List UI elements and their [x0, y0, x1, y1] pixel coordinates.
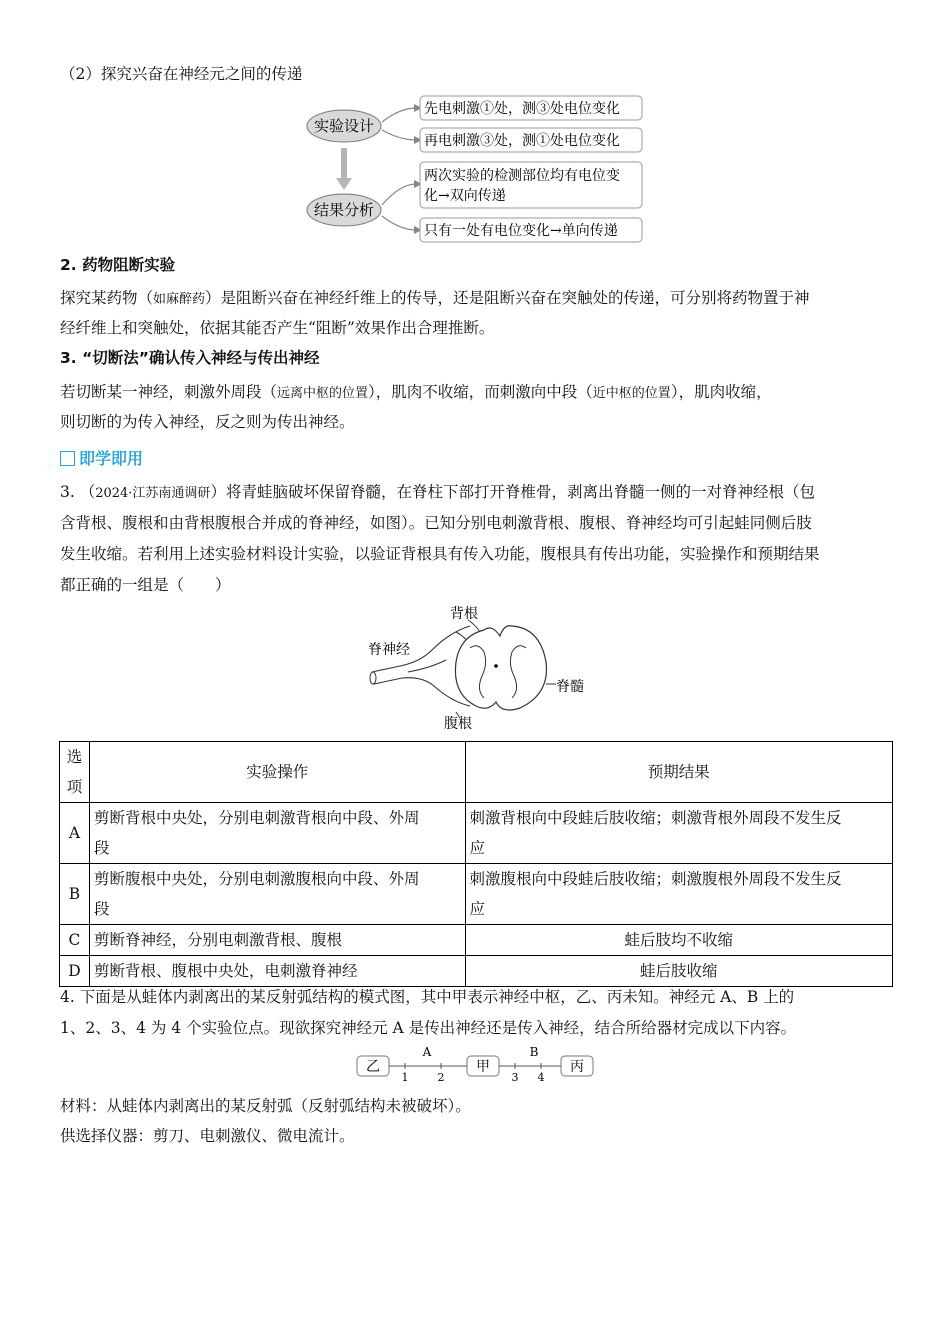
header-operation: 实验操作	[89, 742, 465, 803]
option-d[interactable]: D	[60, 956, 90, 987]
q4-instruments: 供选择仪器：剪刀、电刺激仪、微电流计。	[60, 1127, 355, 1145]
p2-title: 2. 药物阻断实验	[60, 256, 176, 274]
box-4-text: 只有一处有电位变化→单向传递	[424, 223, 618, 239]
row-a-result: 刺激背根向中段蛙后肢收缩；刺激背根外周段不发生反 应	[465, 803, 892, 864]
q4-line-1: 4. 下面是从蛙体内剥离出的某反射弧结构的模式图，其中甲表示神经中枢，乙、丙未知。神经元 A、B 上的	[60, 988, 795, 1006]
checkbox-icon	[60, 451, 75, 466]
row-c-result: 蛙后肢均不收缩	[465, 925, 892, 956]
label-dorsal-root: 背根	[450, 606, 478, 622]
p3-title: 3. “切断法”确认传入神经与传出神经	[60, 349, 320, 367]
label-ventral-root: 腹根	[444, 716, 472, 732]
q3-line-2: 含背根、腹根和由背根腹根合并成的脊神经，如图）。已知分别电刺激背根、腹根、脊神经均可引起蛙同侧后肢	[60, 514, 812, 532]
option-b[interactable]: B	[60, 864, 90, 925]
analysis-label: 结果分析	[313, 201, 375, 219]
label-a: A	[422, 1045, 432, 1059]
label-bing: 丙	[570, 1059, 584, 1075]
p2-line-2: 经纤维上和突触处，依据其能否产生“阻断”效果作出合理推断。	[60, 319, 495, 337]
option-c[interactable]: C	[60, 925, 90, 956]
design-label: 实验设计	[313, 117, 375, 135]
label-spinal-cord: 脊髓	[556, 679, 584, 695]
table-row	[60, 864, 893, 925]
q3-line-3: 发生收缩。若利用上述实验材料设计实验，以验证背根具有传入功能，腹根具有传出功能，实验操作和预期结果	[60, 545, 820, 563]
experiment-design-diagram	[300, 92, 650, 244]
box-2-text: 再电刺激③处，测①处电位变化	[424, 133, 620, 149]
header-option: 选 项	[60, 742, 90, 803]
box-3-text-1: 两次实验的检测部位均有电位变	[424, 168, 620, 184]
label-spinal-nerve: 脊神经	[368, 642, 410, 658]
label-yi: 乙	[366, 1059, 380, 1075]
down-arrow-head	[336, 178, 352, 190]
q3-line-1: 3. （2024·江苏南通调研）将青蛙脑破坏保留脊髓，在脊柱下部打开脊椎骨，剥离出脊髓一侧的一对脊神经根（包	[60, 483, 815, 501]
row-c-operation: 剪断脊神经，分别电刺激背根、腹根	[89, 925, 465, 956]
table-row	[60, 956, 893, 987]
p2-line-1: 探究某药物（如麻醉药）是阻断兴奋在神经纤维上的传导，还是阻断兴奋在突触处的传递，可分别将药物置于神	[60, 289, 810, 307]
table-row	[60, 925, 893, 956]
spinal-cord-figure	[360, 602, 600, 734]
box-1-text: 先电刺激①处，测③处电位变化	[424, 101, 620, 117]
table-row	[60, 803, 893, 864]
row-a-operation: 剪断背根中央处，分别电刺激背根向中段、外周 段	[89, 803, 465, 864]
point-3: 3	[511, 1071, 519, 1084]
option-a[interactable]: A	[60, 803, 90, 864]
box-3-text-2: 化→双向传递	[424, 188, 506, 204]
p3-line-2: 则切断的为传入神经，反之则为传出神经。	[60, 413, 355, 431]
point-1: 1	[401, 1071, 409, 1084]
header-result: 预期结果	[465, 742, 892, 803]
row-d-operation: 剪断背根、腹根中央处，电刺激脊神经	[89, 956, 465, 987]
row-d-result: 蛙后肢收缩	[465, 956, 892, 987]
down-arrow-shaft	[341, 148, 347, 180]
point-2: 2	[437, 1071, 445, 1084]
options-table	[59, 741, 893, 987]
section-label: 即学即用	[60, 449, 143, 469]
q4-material: 材料：从蛙体内剥离出的某反射弧（反射弧结构未被破坏）。	[60, 1097, 471, 1115]
reflex-arc-diagram	[355, 1044, 595, 1084]
row-b-operation: 剪断腹根中央处，分别电刺激腹根向中段、外周 段	[89, 864, 465, 925]
row-b-result: 刺激腹根向中段蛙后肢收缩；刺激腹根外周段不发生反 应	[465, 864, 892, 925]
q3-line-4: 都正确的一组是（ ）	[60, 576, 231, 594]
table-header-row	[60, 742, 893, 803]
q4-line-2: 1、2、3、4 为 4 个实验位点。现欲探究神经元 A 是传出神经还是传入神经，结合所给器材完成以下内容。	[60, 1019, 797, 1037]
section-2-title: （2）探究兴奋在神经元之间的传递	[60, 65, 303, 83]
p3-line-1: 若切断某一神经，刺激外周段（远离中枢的位置），肌肉不收缩，而刺激向中段（近中枢的位置），肌肉收缩，	[60, 383, 772, 401]
point-4: 4	[537, 1071, 545, 1084]
label-jia: 甲	[476, 1059, 490, 1075]
label-b: B	[529, 1045, 539, 1059]
